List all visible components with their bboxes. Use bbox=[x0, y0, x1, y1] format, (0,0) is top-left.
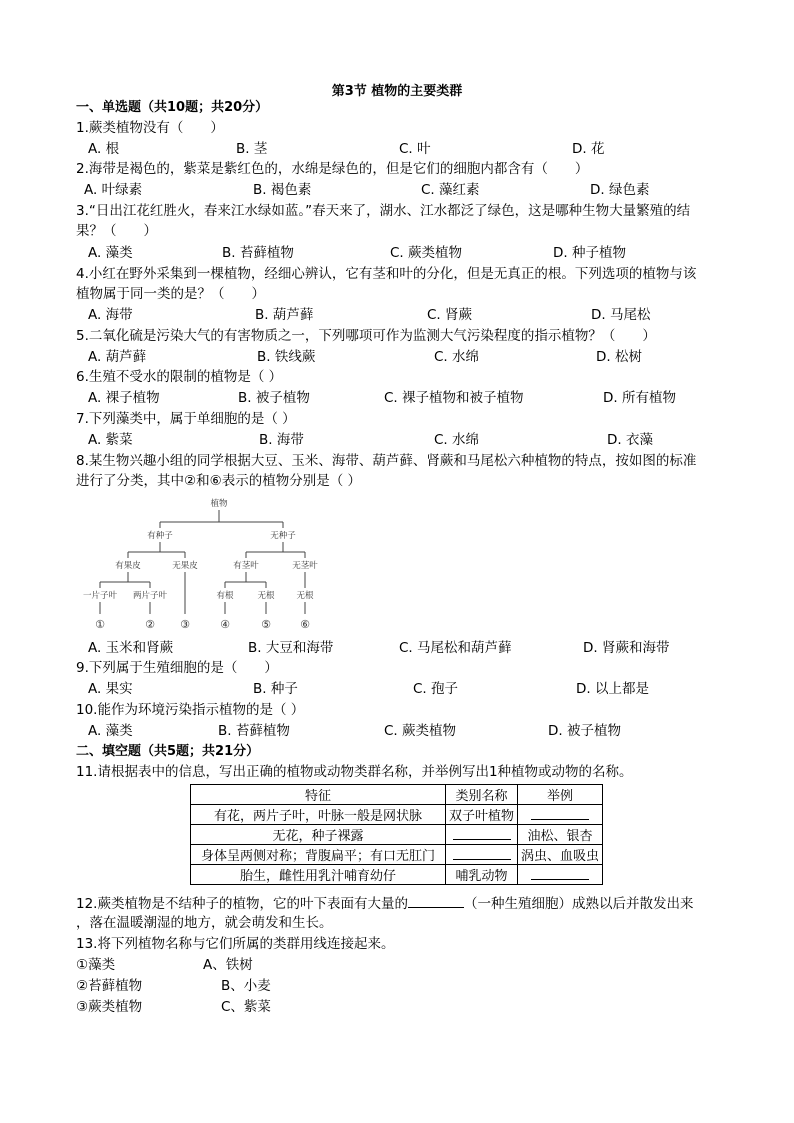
page-title: 第3节 植物的主要类群 bbox=[331, 84, 463, 99]
question-13-stem: 13.将下列植物名称与它们所属的类群用线连接起来。 bbox=[76, 936, 395, 952]
question-3-stem-cont: 果？（ ） bbox=[76, 223, 157, 239]
match-right-c[interactable]: C、紫菜 bbox=[221, 999, 271, 1015]
classification-tree-diagram bbox=[80, 492, 340, 634]
q3-option-a[interactable]: A. 藻类 bbox=[88, 245, 133, 261]
question-11-stem: 11.请根据表中的信息，写出正确的植物或动物类群名称，并举例写出1种植物或动物的名称。 bbox=[76, 764, 633, 780]
tree-leaf-1: ① bbox=[95, 618, 105, 631]
q6-option-c[interactable]: C. 裸子植物和被子植物 bbox=[384, 390, 524, 406]
table-cell-feature: 身体呈两侧对称；背腹扁平；有口无肛门 bbox=[191, 845, 446, 865]
question-4-stem: 4.小红在野外采集到一棵植物，经细心辨认，它有茎和叶的分化，但是无真正的根。下列选项的植物与该 bbox=[76, 266, 697, 282]
q4-option-d[interactable]: D. 马尾松 bbox=[591, 307, 651, 323]
q9-option-b[interactable]: B. 种子 bbox=[253, 681, 298, 697]
question-12-stem bbox=[76, 893, 716, 914]
tree-leaf-3: ③ bbox=[180, 618, 190, 631]
tree-node-without-seeds: 无种子 bbox=[270, 531, 296, 541]
tree-node-without-stem-leaf: 无茎叶 bbox=[292, 561, 318, 571]
table-row bbox=[191, 845, 603, 865]
q4-option-a[interactable]: A. 海带 bbox=[88, 307, 133, 323]
q2-option-b[interactable]: B. 褐色素 bbox=[253, 182, 312, 198]
question-9-stem: 9.下列属于生殖细胞的是（ ） bbox=[76, 660, 278, 676]
tree-node-without-root-2: 无根 bbox=[296, 591, 314, 601]
question-7-stem: 7.下列藻类中，属于单细胞的是（ ） bbox=[76, 411, 296, 427]
tree-node-without-pericarp: 无果皮 bbox=[172, 561, 198, 571]
q7-option-b[interactable]: B. 海带 bbox=[259, 432, 304, 448]
q1-option-d[interactable]: D. 花 bbox=[572, 141, 605, 157]
table-row bbox=[191, 825, 603, 845]
table-cell-example-blank[interactable] bbox=[518, 865, 603, 885]
q7-option-d[interactable]: D. 衣藻 bbox=[607, 432, 653, 448]
q9-option-a[interactable]: A. 果实 bbox=[88, 681, 133, 697]
tree-leaf-4: ④ bbox=[220, 618, 230, 631]
q5-option-b[interactable]: B. 铁线蕨 bbox=[257, 349, 316, 365]
q5-option-c[interactable]: C. 水绵 bbox=[434, 349, 480, 365]
tree-node-with-root: 有根 bbox=[216, 591, 234, 601]
q6-option-b[interactable]: B. 被子植物 bbox=[238, 390, 310, 406]
q2-option-d[interactable]: D. 绿色素 bbox=[590, 182, 650, 198]
table-cell-example: 涡虫、血吸虫 bbox=[518, 845, 603, 865]
table-cell-feature: 无花，种子裸露 bbox=[191, 825, 446, 845]
q7-option-c[interactable]: C. 水绵 bbox=[434, 432, 480, 448]
q1-option-b[interactable]: B. 茎 bbox=[236, 141, 268, 157]
question-8-stem: 8.某生物兴趣小组的同学根据大豆、玉米、海带、葫芦藓、肾蕨和马尾松六种植物的特点，按如图的标准 bbox=[76, 453, 697, 469]
q12-answer-blank[interactable] bbox=[408, 893, 464, 908]
question-1-stem: 1.蕨类植物没有（ ） bbox=[76, 120, 224, 136]
table-header: 举例 bbox=[518, 785, 603, 805]
question-4-stem-cont: 植物属于同一类的是？（ ） bbox=[76, 286, 265, 302]
tree-node-with-stem-leaf: 有茎叶 bbox=[233, 561, 259, 571]
tree-node-without-root: 无根 bbox=[257, 591, 275, 601]
question-2-stem: 2.海带是褐色的，紫菜是紫红色的，水绵是绿色的，但是它们的细胞内都含有（ ） bbox=[76, 161, 589, 177]
table-row bbox=[191, 805, 603, 825]
q3-option-c[interactable]: C. 蕨类植物 bbox=[390, 245, 463, 261]
q7-option-a[interactable]: A. 紫菜 bbox=[88, 432, 133, 448]
q2-option-c[interactable]: C. 藻红素 bbox=[421, 182, 480, 198]
table-header: 特征 bbox=[191, 785, 446, 805]
tree-leaf-2: ② bbox=[145, 618, 155, 631]
q1-option-a[interactable]: A. 根 bbox=[88, 141, 120, 157]
tree-node-with-pericarp: 有果皮 bbox=[115, 561, 141, 571]
q4-option-c[interactable]: C. 肾蕨 bbox=[427, 307, 473, 323]
table-cell-category-blank[interactable] bbox=[446, 825, 518, 845]
section-heading-single-choice: 一、单选题（共10题；共20分） bbox=[76, 100, 269, 115]
question-10-stem: 10.能作为环境污染指示植物的是（ ） bbox=[76, 702, 305, 718]
match-right-b[interactable]: B、小麦 bbox=[221, 978, 271, 994]
q8-option-c[interactable]: C. 马尾松和葫芦藓 bbox=[399, 640, 512, 656]
q10-option-b[interactable]: B. 苔藓植物 bbox=[218, 723, 290, 739]
q8-option-d[interactable]: D. 肾蕨和海带 bbox=[583, 640, 670, 656]
tree-root-label: 植物 bbox=[210, 499, 228, 509]
q8-option-b[interactable]: B. 大豆和海带 bbox=[248, 640, 334, 656]
q12-text-part1: 12.蕨类植物是不结种子的植物，它的叶下表面有大量的 bbox=[76, 896, 408, 912]
q3-option-d[interactable]: D. 种子植物 bbox=[553, 245, 626, 261]
question-5-stem: 5.二氧化硫是污染大气的有害物质之一，下列哪项可作为监测大气污染程度的指示植物？（ ） bbox=[76, 328, 656, 344]
classification-table bbox=[190, 784, 603, 885]
table-cell-example: 油松、银杏 bbox=[518, 825, 603, 845]
table-cell-category: 双子叶植物 bbox=[446, 805, 518, 825]
table-cell-category-blank[interactable] bbox=[446, 845, 518, 865]
section-heading-fill-in: 二、填空题（共5题；共21分） bbox=[76, 744, 260, 759]
question-6-stem: 6.生殖不受水的限制的植物是（ ） bbox=[76, 369, 283, 385]
q5-option-d[interactable]: D. 松树 bbox=[596, 349, 642, 365]
q1-option-c[interactable]: C. 叶 bbox=[399, 141, 431, 157]
match-left-2[interactable]: ②苔藓植物 bbox=[76, 978, 143, 994]
q8-option-a[interactable]: A. 玉米和肾蕨 bbox=[88, 640, 174, 656]
q2-option-a[interactable]: A. 叶绿素 bbox=[84, 182, 143, 198]
table-cell-category: 哺乳动物 bbox=[446, 865, 518, 885]
q12-text-part2: （一种生殖细胞）成熟以后并散发出来 bbox=[463, 896, 694, 912]
q9-option-d[interactable]: D. 以上都是 bbox=[576, 681, 649, 697]
question-8-stem-cont: 进行了分类，其中②和⑥表示的植物分别是（ ） bbox=[76, 473, 361, 489]
tree-node-with-seeds: 有种子 bbox=[147, 531, 173, 541]
table-row bbox=[191, 865, 603, 885]
table-header-row bbox=[191, 785, 603, 805]
match-right-a[interactable]: A、铁树 bbox=[203, 957, 253, 973]
tree-leaf-5: ⑤ bbox=[261, 618, 271, 631]
match-left-3[interactable]: ③蕨类植物 bbox=[76, 999, 143, 1015]
table-cell-feature: 胎生，雌性用乳汁哺育幼仔 bbox=[191, 865, 446, 885]
q10-option-a[interactable]: A. 藻类 bbox=[88, 723, 133, 739]
question-12-stem-cont: ，落在温暖潮湿的地方，就会萌发和生长。 bbox=[76, 915, 333, 931]
tree-leaf-6: ⑥ bbox=[300, 618, 310, 631]
table-header: 类别名称 bbox=[446, 785, 518, 805]
question-3-stem: 3.“日出江花红胜火，春来江水绿如蓝。”春天来了，湖水、江水都泛了绿色，这是哪种生物大量繁殖的结 bbox=[76, 203, 691, 219]
tree-node-monocot: 一片子叶 bbox=[82, 591, 118, 601]
match-left-1[interactable]: ①藻类 bbox=[76, 957, 116, 973]
q4-option-b[interactable]: B. 葫芦藓 bbox=[255, 307, 314, 323]
q3-option-b[interactable]: B. 苔藓植物 bbox=[222, 245, 294, 261]
q10-option-c[interactable]: C. 蕨类植物 bbox=[384, 723, 457, 739]
table-cell-feature: 有花，两片子叶，叶脉一般是网状脉 bbox=[191, 805, 446, 825]
tree-node-dicot: 两片子叶 bbox=[132, 591, 168, 601]
q6-option-d[interactable]: D. 所有植物 bbox=[603, 390, 676, 406]
q10-option-d[interactable]: D. 被子植物 bbox=[548, 723, 621, 739]
q9-option-c[interactable]: C. 孢子 bbox=[413, 681, 459, 697]
table-cell-example-blank[interactable] bbox=[518, 805, 603, 825]
q6-option-a[interactable]: A. 裸子植物 bbox=[88, 390, 160, 406]
q5-option-a[interactable]: A. 葫芦藓 bbox=[88, 349, 147, 365]
